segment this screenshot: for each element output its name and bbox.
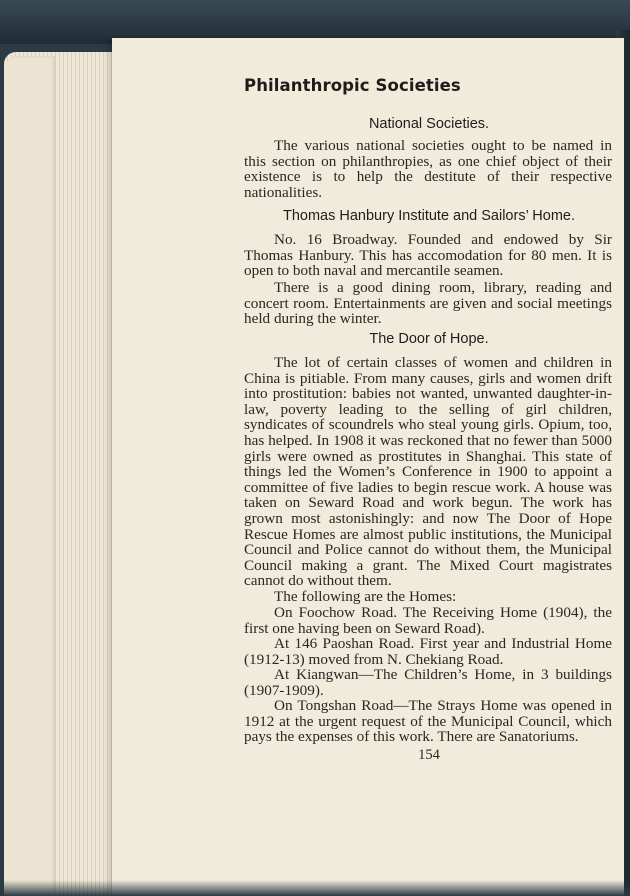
paragraph: At 146 Paoshan Road. First year and Industrial Home (1912-13) moved from N. Chekiang Road.: [244, 635, 612, 668]
section-title-national-societies: National Societies.: [368, 116, 490, 132]
running-head: Philanthropic Societies: [244, 76, 461, 95]
paragraph: The following are the Homes:: [274, 588, 457, 605]
paragraph: No. 16 Broadway. Founded and endowed by Sir Thomas Hanbury. This has accomodation for 80 men. It is open to both naval and mercantile seamen.: [244, 231, 612, 280]
paragraph: The lot of certain classes of women and children in China is pitiable. From many causes, girls and women drift into prostitution: babies not wanted, unwanted daughter-in-law, poverty leading to the selling of girl children, syndicates of scoundrels who steal young girls. Opium, too, has helped. In 1908 it was reckoned that no fewer than 5000 girls were owned as prostitutes in Shanghai. This state of things led the Women’s Conference in 1900 to appoint a committee of five ladies to begin rescue work. A house was taken on Seward Road and work begun. The work has grown most astonishingly: and now The Door of Hope Rescue Homes are almost public institutions, the Municipal Council and Police cannot do without them, the Municipal Council making a grant. The Mixed Court magistrates cannot do without them.: [244, 354, 612, 590]
section-title-hanbury-institute: Thomas Hanbury Institute and Sailors’ Home.: [282, 208, 575, 224]
page-number: 154: [418, 747, 440, 763]
bottom-shadow: [0, 880, 630, 896]
paragraph: On Tongshan Road—The Strays Home was opened in 1912 at the urgent request of the Municipal Council, which pays the expenses of this work. There are Sanatoriums.: [244, 697, 612, 746]
paragraph: On Foochow Road. The Receiving Home (1904), the first one having been on Seward Road).: [244, 604, 612, 637]
paragraph: At Kiangwan—The Children’s Home, in 3 buildings (1907-1909).: [244, 666, 612, 699]
paragraph: There is a good dining room, library, reading and concert room. Entertainments are given and social meetings held during the winter.: [244, 279, 612, 328]
paragraph: The various national societies ought to be named in this section on philanthropies, as one chief object of their existence is to help the destitute of their respective nationalities.: [244, 137, 612, 201]
page-stack-outer: [4, 56, 56, 896]
section-title-door-of-hope: The Door of Hope.: [369, 331, 489, 347]
